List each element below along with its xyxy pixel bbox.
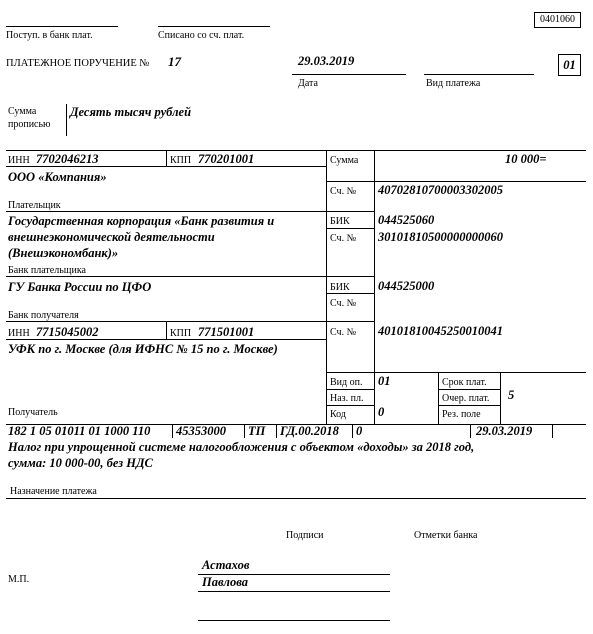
code-label: Код (330, 409, 346, 420)
codes-line-1b (438, 389, 500, 390)
purpose-label: Назначение платежа (10, 486, 97, 497)
tax-div-6 (552, 424, 553, 438)
amount-value: 10 000= (505, 152, 547, 166)
received-label: Поступ. в банк плат. (6, 30, 93, 41)
payer-kpp-label: КПП (170, 155, 192, 166)
amount-words-label-2: прописью (8, 119, 51, 130)
amount-words-divider (66, 104, 67, 136)
codes-line-2b (438, 405, 500, 406)
tax-period: ГД.00.2018 (280, 424, 339, 438)
payer-bank-name-3: (Внешэкономбанк)» (8, 246, 119, 260)
grid-top-line (6, 150, 586, 151)
signature-line-2 (198, 591, 390, 592)
payee-bank-corr-label: Сч. № (330, 298, 357, 309)
payer-label: Плательщик (8, 200, 61, 211)
payer-bank-bik: 044525060 (378, 213, 435, 227)
payee-account-label: Сч. № (330, 327, 357, 338)
payee-name: УФК по г. Москве (для ИФНС № 15 по г. Москве) (8, 342, 278, 356)
tax-div-3 (276, 424, 277, 438)
tax-basis: ТП (248, 424, 266, 438)
amount-words-label-1: Сумма (8, 106, 37, 117)
payer-name: ООО «Компания» (8, 170, 107, 184)
payer-account-label: Сч. № (330, 186, 357, 197)
payee-inn-row-line (6, 339, 326, 340)
payer-bank-corr-label: Сч. № (330, 233, 357, 244)
payee-kpp-label: КПП (170, 328, 192, 339)
payer-inn-label: ИНН (8, 155, 30, 166)
codes-top-line (326, 372, 586, 373)
term-label: Срок плат. (442, 377, 487, 388)
payee-inn-label: ИНН (8, 328, 30, 339)
payer-row-line (6, 211, 374, 212)
signatures-label: Подписи (286, 530, 324, 541)
payer-inn: 7702046213 (36, 152, 99, 166)
payer-inn-kpp-divider (166, 150, 167, 166)
amount-label: Сумма (330, 155, 359, 166)
order-number: 17 (168, 54, 181, 69)
payer-bank-bik-line (326, 228, 374, 229)
payee-inn-kpp-divider (166, 321, 167, 339)
priority: 5 (508, 388, 515, 402)
reserve-label: Рез. поле (442, 409, 481, 420)
tax-doc-date: 29.03.2019 (476, 424, 533, 438)
payer-bank-name-2: внешнеэкономической деятельности (8, 230, 215, 244)
amount-row-line (326, 181, 586, 182)
payee-account: 40101810045250010041 (378, 324, 503, 338)
priority-label: Очер. плат. (442, 393, 490, 404)
tax-div-4 (352, 424, 353, 438)
payee-kpp: 771501001 (198, 325, 255, 339)
payer-inn-row-line (6, 166, 326, 167)
stamp-label: М.П. (8, 574, 30, 585)
payee-label: Получатель (8, 407, 58, 418)
payer-bank-label: Банк плательщика (8, 265, 86, 276)
op-type-label: Вид оп. (330, 377, 363, 388)
payee-bank-bik-label: БИК (330, 282, 350, 293)
purpose-code-label: Наз. пл. (330, 393, 364, 404)
grid-vline-codes-2 (500, 372, 501, 424)
form-code-box: 0401060 (534, 12, 581, 28)
tax-div-1 (172, 424, 173, 438)
tax-oktmo: 45353000 (176, 424, 226, 438)
purpose-line-2: сумма: 10 000-00, без НДС (8, 456, 153, 470)
received-date-line (6, 26, 118, 27)
payer-bank-bik-label: БИК (330, 216, 350, 227)
bank-marks-label: Отметки банка (414, 530, 478, 541)
payee-bank-name: ГУ Банка России по ЦФО (8, 280, 152, 294)
order-date: 29.03.2019 (298, 54, 355, 68)
purpose-line-1: Налог при упрощенной системе налогообложения с объектом «доходы» за 2018 год, (8, 440, 475, 454)
signer-1: Астахов (202, 558, 250, 572)
code: 0 (378, 405, 385, 419)
purpose-row-line (6, 498, 586, 499)
debited-date-line (158, 26, 270, 27)
payer-bank-name-1: Государственная корпорация «Банк развития и (8, 214, 275, 228)
grid-vline-left (326, 150, 327, 424)
payer-account: 40702810700003302005 (378, 183, 503, 197)
payee-bank-bik: 044525000 (378, 279, 435, 293)
payee-bank-label: Банк получателя (8, 310, 79, 321)
payee-bank-row-line (6, 321, 374, 322)
debited-label: Списано со сч. плат. (158, 30, 245, 41)
date-line (292, 74, 406, 75)
order-title: ПЛАТЕЖНОЕ ПОРУЧЕНИЕ № (6, 58, 150, 69)
tax-div-2 (244, 424, 245, 438)
status-box: 01 (558, 54, 581, 76)
grid-vline-mid (374, 150, 375, 424)
amount-words-value: Десять тысяч рублей (70, 105, 192, 119)
codes-line-1a (326, 389, 374, 390)
date-label: Дата (298, 78, 318, 89)
payer-bank-corr-account: 30101810500000000060 (378, 230, 503, 244)
tax-kbk: 182 1 05 01011 01 1000 110 (8, 424, 151, 438)
payee-inn: 7715045002 (36, 325, 99, 339)
payer-bank-row-line (6, 276, 374, 277)
signature-line-3 (198, 620, 390, 621)
tax-doc-number: 0 (356, 424, 363, 438)
payee-bank-bik-line (326, 293, 374, 294)
codes-line-2a (326, 405, 374, 406)
grid-vline-codes (438, 372, 439, 424)
payment-type-line (424, 74, 534, 75)
payment-type-label: Вид платежа (426, 78, 481, 89)
tax-div-5 (470, 424, 471, 438)
signer-2: Павлова (202, 575, 248, 589)
op-type: 01 (378, 374, 391, 388)
payer-kpp: 770201001 (198, 152, 255, 166)
